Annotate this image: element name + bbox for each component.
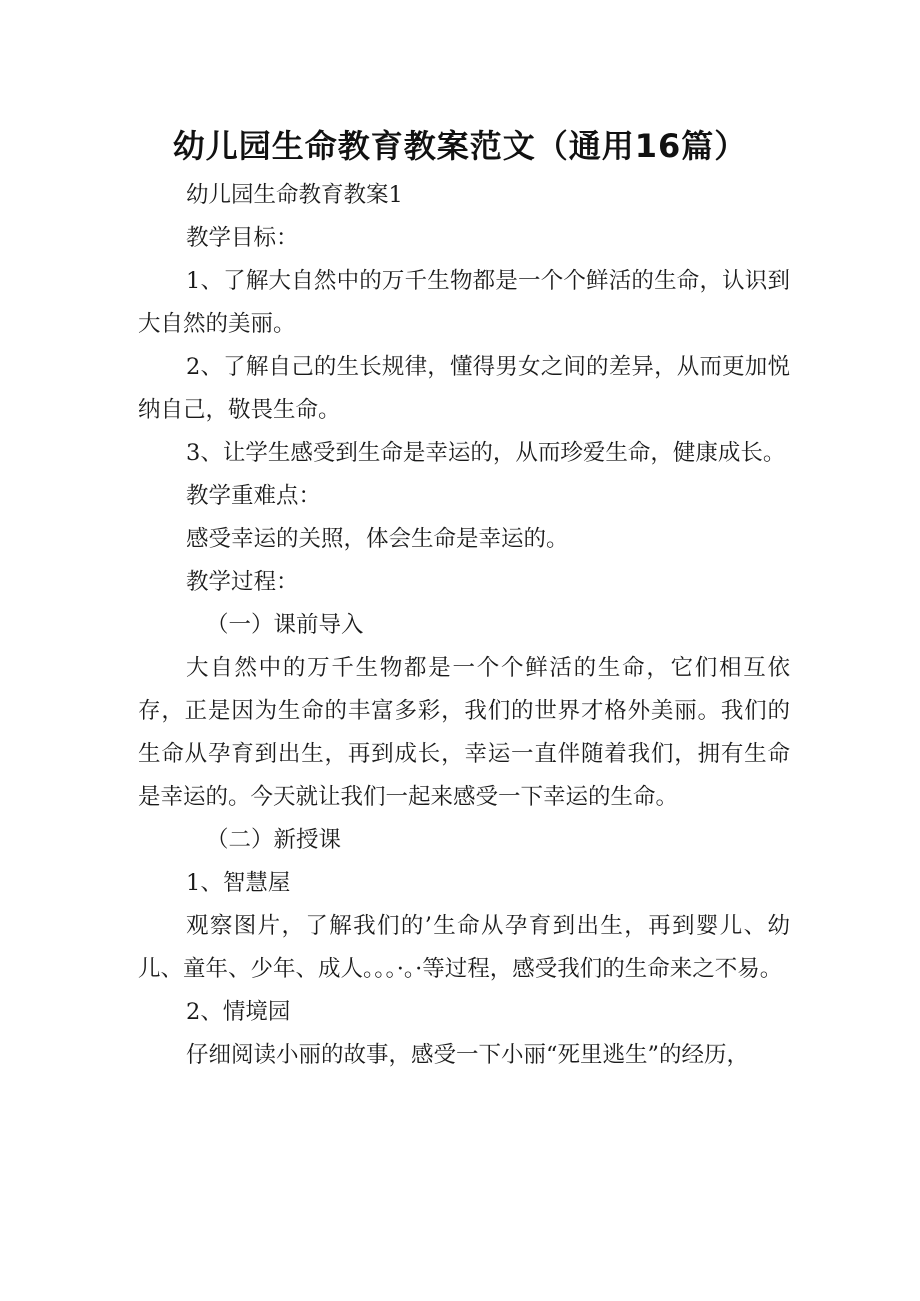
- section-heading: 幼儿园生命教育教案1: [186, 182, 403, 208]
- objective-1: 1、了解大自然中的万千生物都是一个个鲜活的生命，认识到大自然的美丽。: [138, 268, 790, 337]
- step-1-text: 大自然中的万千生物都是一个个鲜活的生命，它们相互依存，正是因为生命的丰富多彩，我们的世界才格外美丽。我们的生命从孕育到出生，再到成长，幸运一直伴随着我们，拥有生命是幸运的。今天就让我们一起来感受一下幸运的生命。: [138, 655, 790, 810]
- objective-3: 3、让学生感受到生命是幸运的，从而珍爱生命，健康成长。: [186, 440, 786, 466]
- activity-2-text: 仔细阅读小丽的故事，感受一下小丽“死里逃生”的经历，: [186, 1042, 750, 1068]
- activity-2-heading: 2、情境园: [186, 999, 291, 1025]
- document-title: 幼儿园生命教育教案范文（通用16篇）: [172, 127, 748, 165]
- document-body: [138, 174, 790, 1077]
- key-points-text: 感受幸运的关照，体会生命是幸运的。: [186, 526, 569, 552]
- subheading-key-points: 教学重难点：: [186, 483, 322, 509]
- subheading-objectives: 教学目标：: [186, 225, 299, 251]
- subheading-process: 教学过程：: [186, 569, 299, 595]
- activity-1-heading: 1、智慧屋: [186, 870, 291, 896]
- step-1-heading: （一）课前导入: [206, 612, 364, 638]
- objective-2: 2、了解自己的生长规律，懂得男女之间的差异，从而更加悦纳自己，敬畏生命。: [138, 354, 790, 423]
- step-2-heading: （二）新授课: [206, 827, 342, 853]
- activity-1-text: 观察图片，了解我们的’生命从孕育到出生，再到婴儿、幼儿、童年、少年、成人。。。·。·等过程，感受我们的生命来之不易。: [138, 913, 790, 982]
